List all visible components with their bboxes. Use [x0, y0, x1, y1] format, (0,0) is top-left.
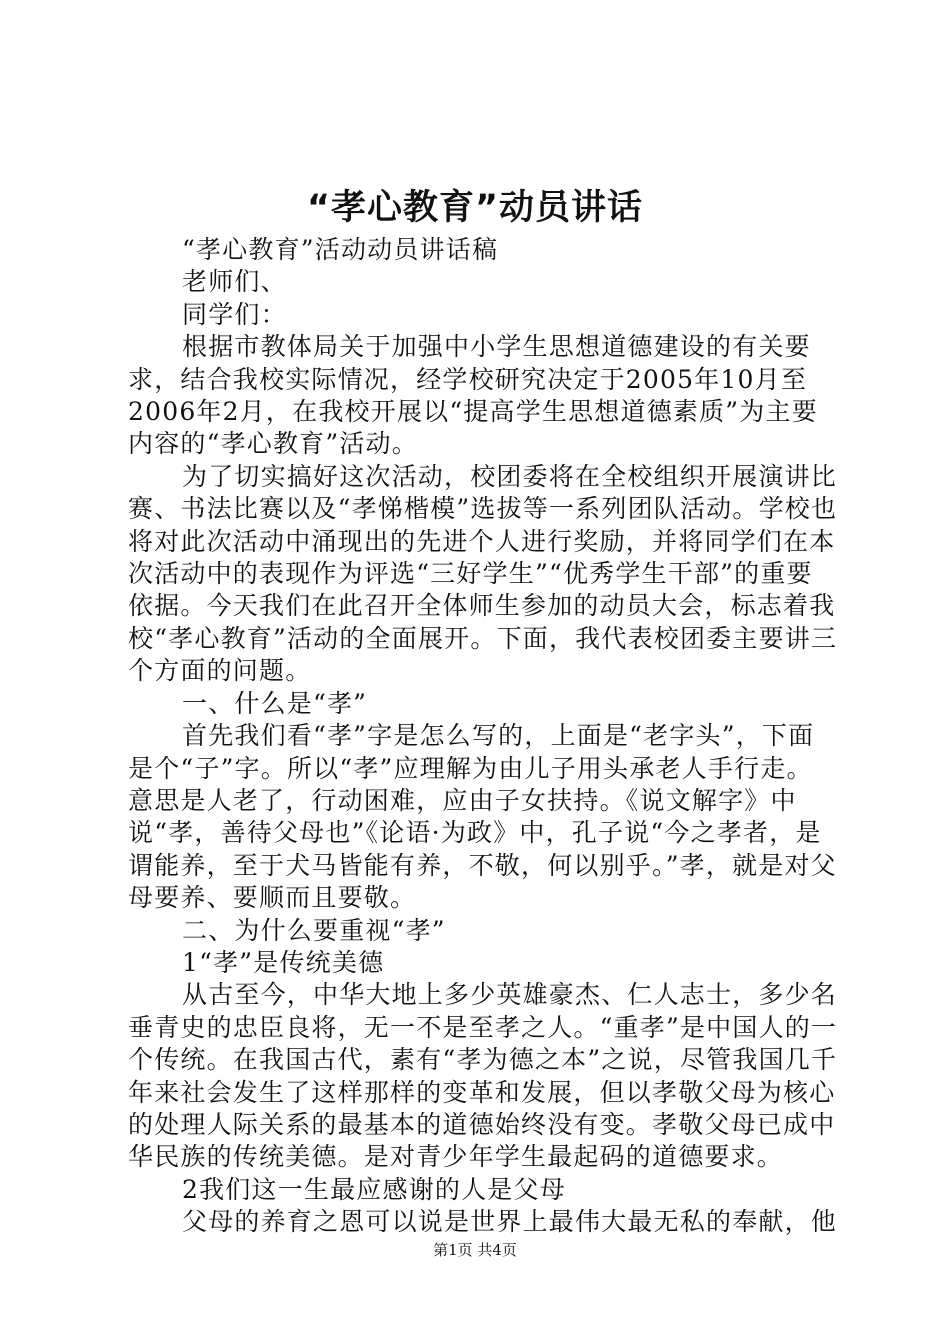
document-body [128, 234, 838, 1239]
paragraph-salutation-students: 同学们： [182, 299, 287, 329]
paragraph-parents: 父母的养育之恩可以说是世界上最伟大最无私的奉献，他 [182, 1207, 838, 1237]
document-title: “孝心教育”动员讲话 [306, 188, 643, 228]
subheading-2: 2我们这一生最应感谢的人是父母 [182, 1174, 566, 1204]
paragraph-subtitle: “孝心教育”活动动员讲话稿 [182, 235, 499, 264]
paragraph-salutation-teachers: 老师们、 [182, 267, 287, 297]
paragraph-what-is-xiao: 首先我们看“孝”字是怎么写的，上面是“老字头”，下面是个“子”字。所以“孝”应理解为由儿子用头承老人手行走。意思是人老了，行动困难，应由子女扶持。《说文解字》中说“孝，善待父母也”《论语·为政》中，孔子说“今之孝者，是谓能养，至于犬马皆能有养，不敬，何以别乎。”孝，就是对父母要养、要顺而且要敬。 [128, 721, 837, 913]
paragraph-activities: 为了切实搞好这次活动，校团委将在全校组织开展演讲比赛、书法比赛以及“孝悌楷模”选拔等一系列团队活动。学校也将对此次活动中涌现出的先进个人进行奖励，并将同学们在本次活动中的表现作为评选“三好学生”“优秀学生干部”的重要依据。今天我们在此召开全体师生参加的动员大会，标志着我校“孝心教育”活动的全面展开。下面，我代表校团委主要讲三个方面的问题。 [128, 461, 838, 686]
section-heading-2: 二、为什么要重视“孝” [182, 915, 446, 945]
subheading-1: 1“孝”是传统美德 [182, 947, 385, 977]
section-heading-1: 一、什么是“孝” [182, 688, 368, 718]
paragraph-tradition: 从古至今，中华大地上多少英雄豪杰、仁人志士，多少名垂青史的忠臣良将，无一不是至孝之人。“重孝”是中国人的一个传统。在我国古代，素有“孝为德之本”之说，尽管我国几千年来社会发生了这样那样的变革和发展，但以孝敬父母为核心的处理人际关系的最基本的道德始终没有变。孝敬父母已成中华民族的传统美德。是对青少年学生最起码的道德要求。 [128, 980, 838, 1172]
page-footer: 第1页 共4页 [433, 1241, 517, 1259]
paragraph-intro: 根据市教体局关于加强中小学生思想道德建设的有关要求，结合我校实际情况，经学校研究决定于2005年10月至2006年2月，在我校开展以“提高学生思想道德素质”为主要内容的“孝心教育”活动。 [128, 332, 818, 459]
